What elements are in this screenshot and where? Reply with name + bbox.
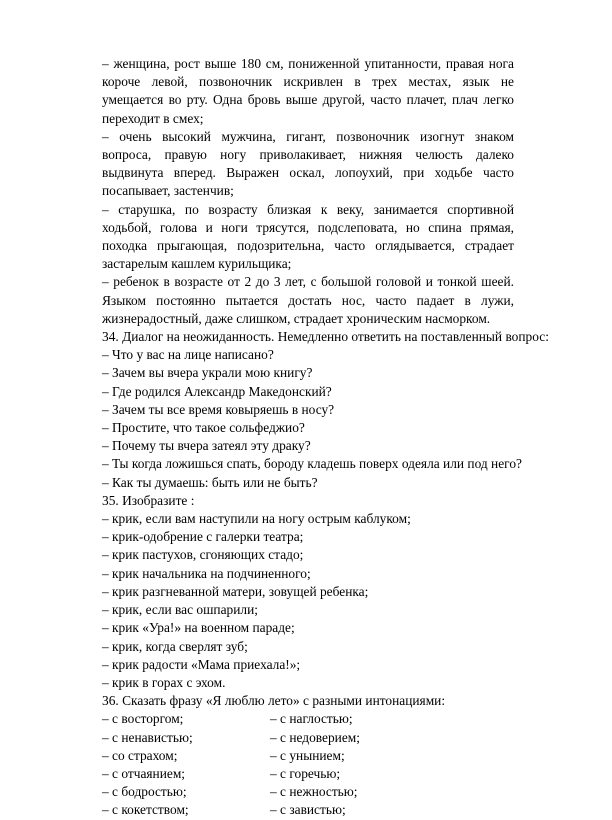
intonation-right: – с горечью;: [270, 765, 341, 781]
section-35-item: – крик радости «Мама приехала!»;: [102, 656, 301, 672]
section-35-item: – крик начальника на подчиненного;: [102, 565, 311, 581]
intonation-left: – с восторгом;: [102, 711, 184, 727]
section-35-item: – крик, если вас ошпарили;: [102, 602, 258, 618]
section-35-item: – крик разгневанной матери, зовущей ребенка;: [102, 583, 369, 599]
character-description-woman: – женщина, рост выше 180 см, пониженной упитанности, правая нога короче левой, позвоночник искривлен в трех местах, язык не умещается во рту. Одна бровь выше другой, часто плачет, плач легко переходит в смех;: [102, 56, 514, 126]
document-page: [102, 55, 549, 820]
section-34-question: – Простите, что такое сольфеджио?: [102, 420, 305, 436]
section-35-item: – крик-одобрение с галерки театра;: [102, 529, 304, 545]
section-34-heading: 34. Диалог на неожиданность. Немедленно ответить на поставленный вопрос:: [102, 329, 549, 345]
intonation-right: – с нежностью;: [270, 784, 358, 800]
character-description-old-woman: – старушка, по возрасту близкая к веку, занимается спортивной ходьбой, голова и ноги трясутся, подслеповата, но спина прямая, походка прыгающая, подозрительна, часто оглядывается, страдает застарелым кашлем курильщика;: [102, 201, 514, 272]
section-34-question: – Ты когда ложишься спать, бороду кладешь поверх одеяла или под него?: [102, 456, 522, 472]
section-34-question: – Зачем ты все время ковыряешь в носу?: [102, 401, 335, 417]
section-34-question: – Зачем вы вчера украли мою книгу?: [102, 365, 313, 381]
intonation-left: – со страхом;: [102, 747, 178, 763]
section-35-item: – крик, когда сверлят зуб;: [102, 638, 248, 654]
section-35-item: – крик в горах с эхом.: [102, 674, 226, 690]
section-35-heading: 35. Изобразите :: [102, 492, 195, 508]
character-description-man: – очень высокий мужчина, гигант, позвоночник изогнут знаком вопроса, правую ногу приволакивает, нижняя челюсть далеко выдвинута вперед. Выражен оскал, лопоухий, при ходьбе часто посапывает, застенчив;: [102, 128, 514, 199]
intonation-right: – с завистью;: [270, 802, 346, 818]
section-35-item: – крик пастухов, сгоняющих стадо;: [102, 547, 304, 563]
section-35-item: – крик «Ура!» на военном параде;: [102, 620, 295, 636]
section-34-question: – Как ты думаешь: быть или не быть?: [102, 474, 318, 490]
section-35-item: – крик, если вам наступили на ногу острым каблуком;: [102, 511, 411, 527]
intonation-left: – с кокетством;: [102, 802, 189, 818]
intonation-left: – с отчаянием;: [102, 765, 186, 781]
intonation-left: – с бодростью;: [102, 784, 187, 800]
section-34-question: – Где родился Александр Македонский?: [102, 383, 332, 399]
intonation-right: – с унынием;: [270, 747, 345, 763]
intonation-list: [102, 710, 514, 819]
character-description-child: – ребенок в возрасте от 2 до 3 лет, с большой головой и тонкой шеей. Языком постоянно пытается достать нос, часто падает в лужи, жизнерадостный, даже слишком, страдает хроническим насморком.: [102, 274, 514, 326]
section-34-question: – Почему ты вчера затеял эту драку?: [102, 438, 311, 454]
section-34-question: – Что у вас на лице написано?: [102, 347, 274, 363]
intonation-right: – с недоверием;: [270, 729, 360, 745]
intonation-left: – с ненавистью;: [102, 729, 193, 745]
intonation-right: – с наглостью;: [270, 711, 353, 727]
section-36-heading: 36. Сказать фразу «Я люблю лето» с разными интонациями:: [102, 693, 446, 709]
